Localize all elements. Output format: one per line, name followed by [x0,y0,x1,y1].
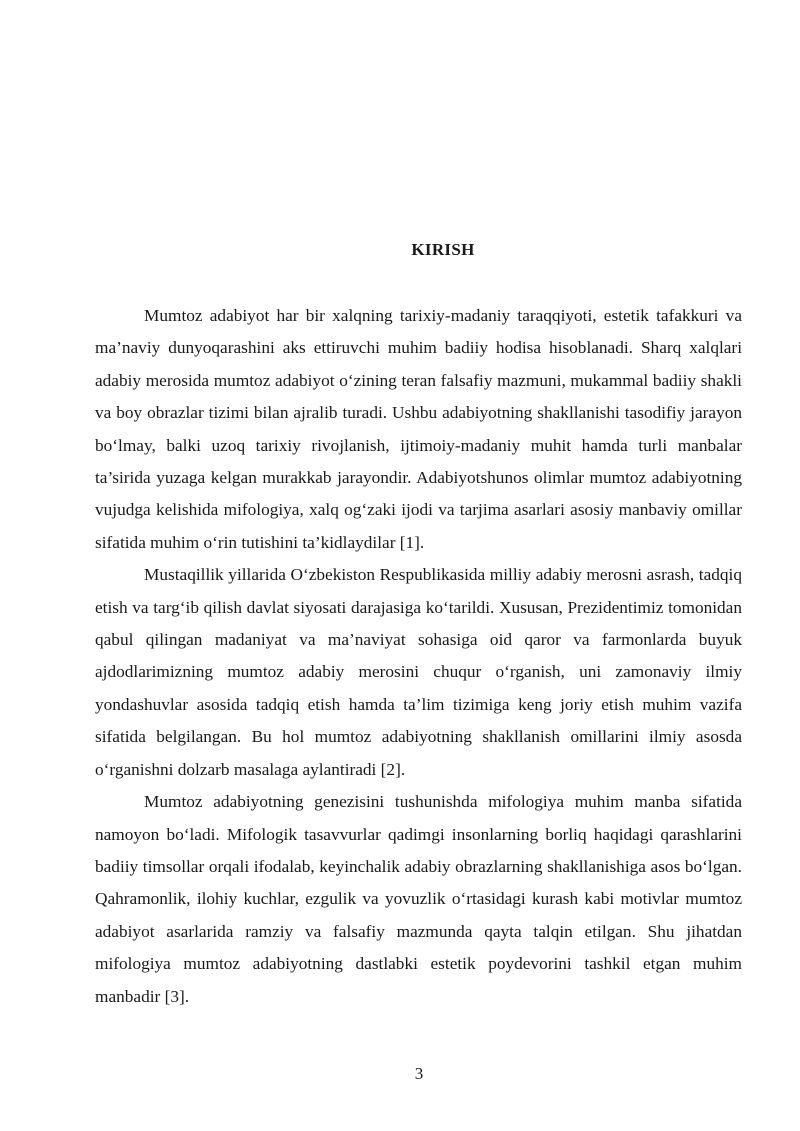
page-number: 3 [414,1064,424,1083]
paragraph-2: Mustaqillik yillarida O‘zbekiston Respublikasida milliy adabiy merosni asrash, tadqiq etish va targ‘ib qilish davlat siyosati darajasiga ko‘tarildi. Xususan, Prezidentimiz tomonidan qabul qilingan madaniyat va ma’naviyat sohasiga oid qaror va farmonlarda buyuk ajdodlarimizning mumtoz adabiy merosini chuqur o‘rganish, uni zamonaviy ilmiy yondashuvlar asosida tadqiq etish hamda ta’lim tizimiga keng joriy etish muhim vazifa sifatida belgilangan. Bu hol mumtoz adabiyotning shakllanish omillarini ilmiy asosda o‘rganishni dolzarb masalaga aylantiradi [2]. [95,565,742,779]
paragraph-1: Mumtoz adabiyot har bir xalqning tarixiy-madaniy taraqqiyoti, estetik tafakkuri va ma’naviy dunyoqarashini aks ettiruvchi muhim badiiy hodisa hisoblanadi. Sharq xalqlari adabiy merosida mumtoz adabiyot o‘zining teran falsafiy mazmuni, mukammal badiiy shakli va boy obrazlar tizimi bilan ajralib turadi. Ushbu adabiyotning shakllanishi tasodifiy jarayon bo‘lmay, balki uzoq tarixiy rivojlanish, ijtimoiy-madaniy muhit hamda turli manbalar ta’sirida yuzaga kelgan murakkab jarayondir. Adabiyotshunos olimlar mumtoz adabiyotning vujudga kelishida mifologiya, xalq og‘zaki ijodi va tarjima asarlari asosiy manbaviy omillar sifatida muhim o‘rin tutishini ta’kidlaydilar [1]. [95,306,742,552]
section-title: KIRISH [411,240,475,259]
body-text [95,300,742,1013]
paragraph-3: Mumtoz adabiyotning genezisini tushunishda mifologiya muhim manba sifatida namoyon bo‘ladi. Mifologik tasavvurlar qadimgi insonlarning borliq haqidagi qarashlarini badiiy timsollar orqali ifodalab, keyinchalik adabiy obrazlarning shakllanishiga asos bo‘lgan. Qahramonlik, ilohiy kuchlar, ezgulik va yovuzlik o‘rtasidagi kurash kabi motivlar mumtoz adabiyot asarlarida ramziy va falsafiy mazmunda qayta talqin etilgan. Shu jihatdan mifologiya mumtoz adabiyotning dastlabki estetik poydevorini tashkil etgan muhim manbadir [3]. [95,792,742,1006]
